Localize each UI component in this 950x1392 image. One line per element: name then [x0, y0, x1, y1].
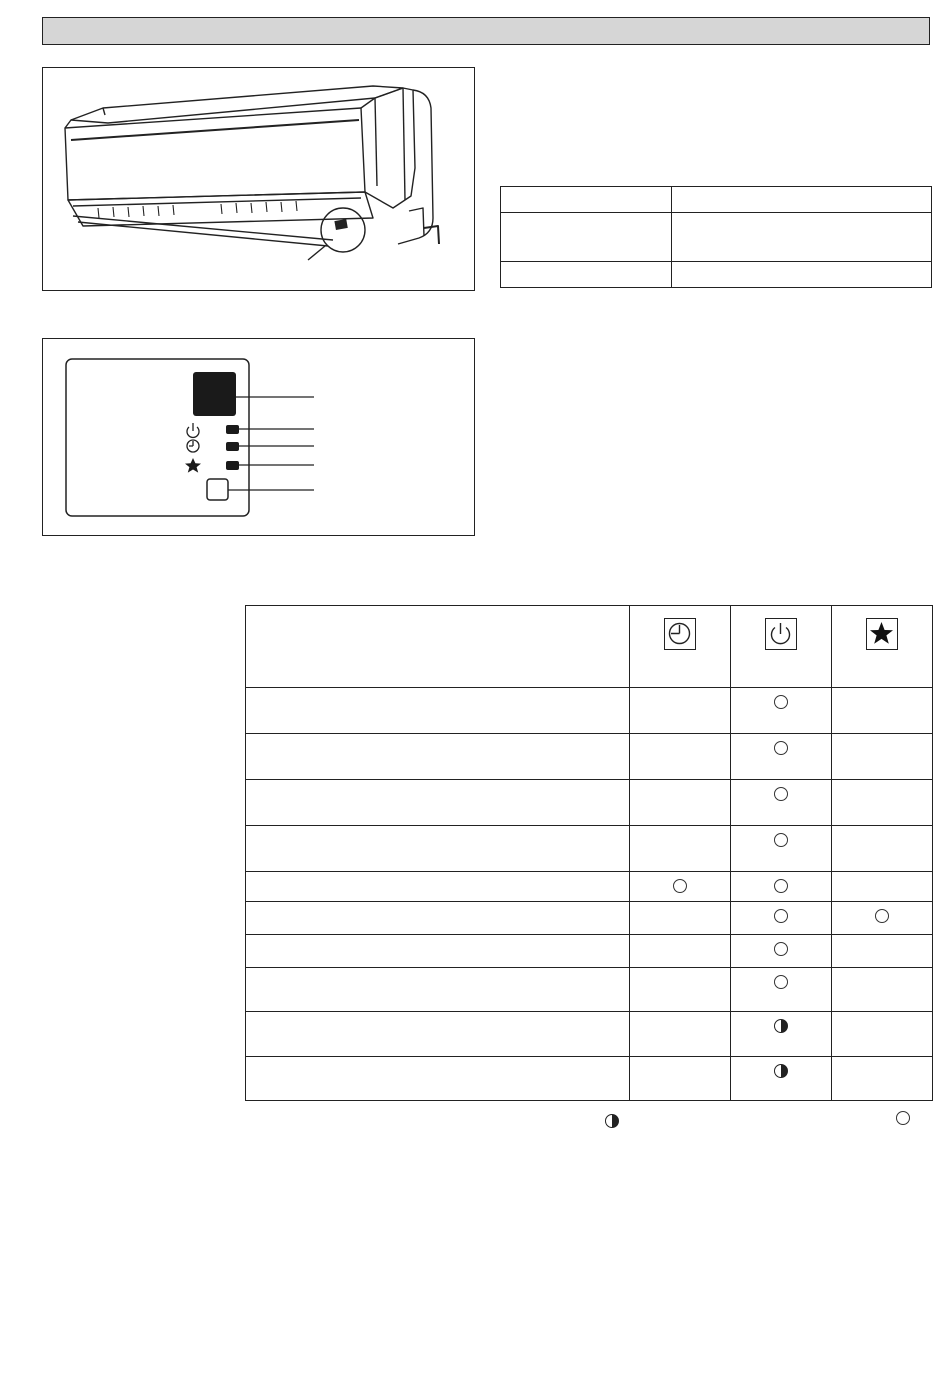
- timer-clock-icon: [664, 618, 696, 650]
- star-icon: [866, 618, 898, 650]
- table-cell: [672, 262, 932, 288]
- table-cell: [501, 187, 672, 213]
- power-led: [226, 425, 239, 434]
- circle-icon: [774, 975, 788, 989]
- indicator-cell-star: [831, 968, 932, 1012]
- table-row: [246, 902, 933, 935]
- indicator-cell-power: [730, 872, 831, 902]
- circle-icon: [774, 695, 788, 709]
- indicator-cell-power: [730, 688, 831, 734]
- indicator-cell-power: [730, 734, 831, 780]
- table-row: [501, 187, 932, 213]
- spec-table: [500, 186, 932, 288]
- header-cell-timer: [629, 606, 730, 688]
- indicator-cell-timer: [629, 688, 730, 734]
- circle-icon: [673, 879, 687, 893]
- indicator-cell-power: [730, 780, 831, 826]
- half-circle-icon: [774, 1064, 788, 1078]
- indicator-cell-star: [831, 780, 932, 826]
- indicator-cell-star: [831, 688, 932, 734]
- header-cell-power: [730, 606, 831, 688]
- row-label: [246, 734, 630, 780]
- indoor-unit-figure: [42, 67, 475, 291]
- circle-icon: [774, 879, 788, 893]
- indicator-cell-timer: [629, 780, 730, 826]
- table-row: [246, 1012, 933, 1057]
- table-row: [246, 935, 933, 968]
- table-row: [501, 213, 932, 262]
- circle-icon: [774, 909, 788, 923]
- indicator-cell-timer: [629, 1012, 730, 1057]
- circle-icon: [774, 833, 788, 847]
- table-cell: [501, 262, 672, 288]
- table-row: [246, 1057, 933, 1101]
- indicator-cell-power: [730, 826, 831, 872]
- indicator-cell-star: [831, 872, 932, 902]
- indicator-cell-power: [730, 968, 831, 1012]
- row-label: [246, 872, 630, 902]
- indicator-cell-timer: [629, 1057, 730, 1101]
- row-label: [246, 935, 630, 968]
- row-label: [246, 1057, 630, 1101]
- indicator-cell-power: [730, 935, 831, 968]
- row-label: [246, 968, 630, 1012]
- table-cell: [672, 213, 932, 262]
- indicator-cell-star: [831, 734, 932, 780]
- table-row: [246, 872, 933, 902]
- legend-blinking-symbol: [605, 1114, 619, 1133]
- indicator-cell-timer: [629, 968, 730, 1012]
- power-icon: [187, 423, 199, 437]
- table-row: [246, 780, 933, 826]
- indicator-cell-star: [831, 1057, 932, 1101]
- header-cell-blank: [246, 606, 630, 688]
- timer-clock-icon: [187, 440, 199, 452]
- table-row: [246, 734, 933, 780]
- indicator-cell-star: [831, 1012, 932, 1057]
- table-cell: [501, 213, 672, 262]
- display-panel-figure: [42, 338, 475, 536]
- table-cell: [672, 187, 932, 213]
- table-row: [501, 262, 932, 288]
- table-row: [246, 968, 933, 1012]
- indicator-cell-timer: [629, 826, 730, 872]
- receiver-window: [193, 372, 236, 416]
- row-label: [246, 688, 630, 734]
- indicator-cell-timer: [629, 902, 730, 935]
- indicator-cell-power: [730, 1012, 831, 1057]
- star-led: [226, 461, 239, 470]
- emergency-operation-switch: [207, 479, 228, 500]
- circle-icon: [875, 909, 889, 923]
- row-label: [246, 780, 630, 826]
- indicator-cell-power: [730, 902, 831, 935]
- header-cell-star: [831, 606, 932, 688]
- row-label: [246, 902, 630, 935]
- table-row: [246, 826, 933, 872]
- circle-icon: [774, 741, 788, 755]
- indicator-cell-timer: [629, 734, 730, 780]
- receiver-window: [334, 219, 347, 230]
- display-panel-drawing: [43, 339, 474, 535]
- star-icon: [185, 458, 201, 473]
- indicator-cell-timer: [629, 935, 730, 968]
- row-label: [246, 1012, 630, 1057]
- indicator-cell-timer: [629, 872, 730, 902]
- half-circle-icon: [774, 1019, 788, 1033]
- legend-lit-symbol: [896, 1111, 910, 1130]
- indicator-cell-star: [831, 826, 932, 872]
- indoor-unit-drawing: [43, 68, 474, 290]
- table-header-row: [246, 606, 933, 688]
- timer-led: [226, 442, 239, 451]
- row-label: [246, 826, 630, 872]
- section-header-bar: [42, 17, 930, 45]
- power-icon: [765, 618, 797, 650]
- circle-icon: [774, 942, 788, 956]
- circle-icon: [774, 787, 788, 801]
- indicator-cell-star: [831, 935, 932, 968]
- indicator-cell-star: [831, 902, 932, 935]
- indicator-cell-power: [730, 1057, 831, 1101]
- table-row: [246, 688, 933, 734]
- indicator-table: [245, 605, 933, 1101]
